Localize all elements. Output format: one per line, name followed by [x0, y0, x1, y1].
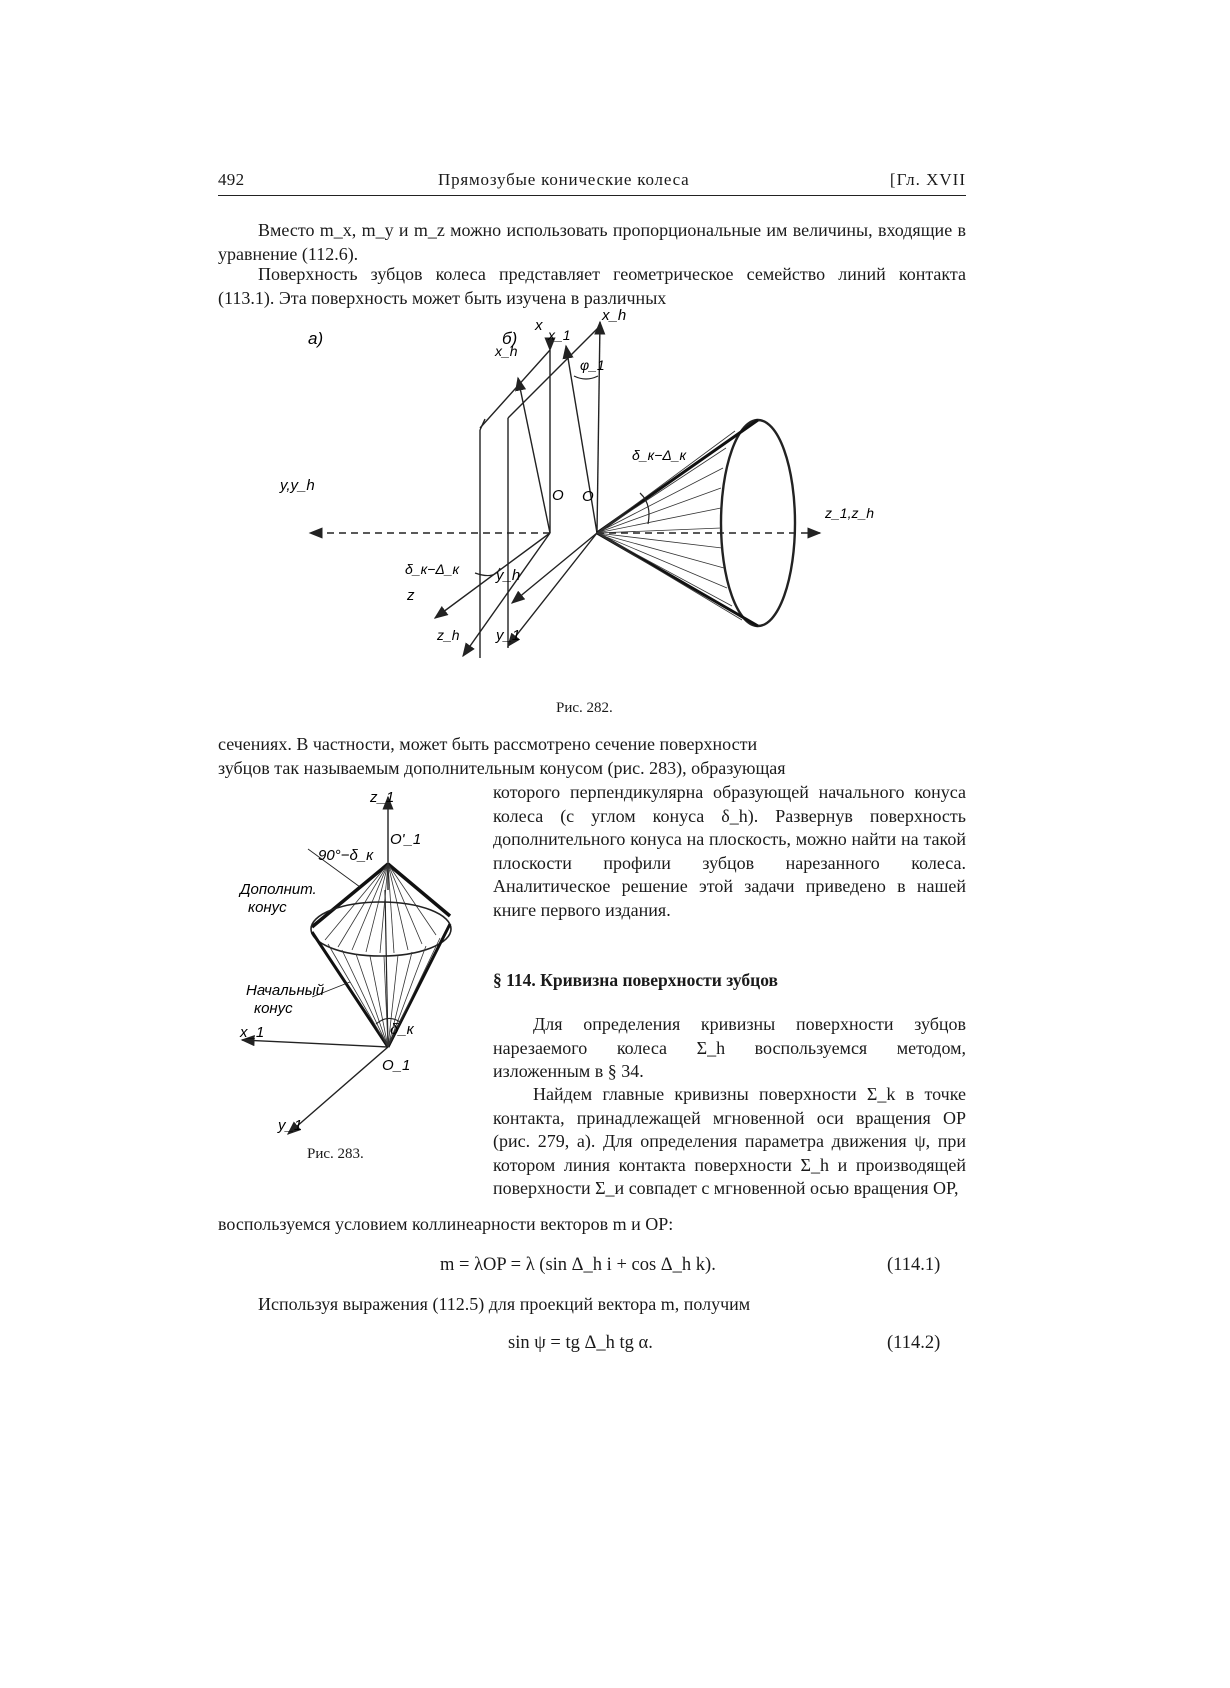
- panel-b-label: б): [502, 329, 518, 348]
- section-paragraph-2: Найдем главные кривизны поверхности Σ_k в точке контакта, принадлежащей мгновенной оси вращения OP (рис. 279, а). Для определения параметра движения ψ, при котором линия контакта поверхности Σ_h и производящей поверхности Σ_и совпадет с мгновенной осью вращения OP,: [493, 1084, 966, 1198]
- label-y1-283: y_1: [278, 1117, 303, 1134]
- figure-282: [280, 307, 920, 698]
- auxiliary-cone: [312, 864, 450, 953]
- label-angle-283: 90°−δ_к: [318, 847, 374, 864]
- caption-283: Рис. 283.: [307, 1146, 364, 1162]
- label-O1-283: O_1: [382, 1057, 411, 1074]
- equation-number-114-2: (114.2): [887, 1333, 941, 1353]
- label-O-b: O: [582, 488, 594, 505]
- y1-axis-b: [508, 533, 597, 646]
- header-rule: [218, 195, 966, 196]
- caption-282: Рис. 282.: [556, 700, 613, 716]
- figure-282-panel-a: [279, 317, 564, 658]
- equation-114-2: sin ψ = tg Δ_h tg α.: [508, 1333, 653, 1353]
- paragraph-vmesto: Вместо m_x, m_y и m_z можно использовать пропорциональные им величины, входящие в уравнение (112.6).: [218, 220, 966, 264]
- figure-282-panel-b: [495, 307, 874, 648]
- label-y1-b: y_1: [496, 627, 521, 644]
- continuation-line-1: сечениях. В частности, может быть рассмотрено сечение поверхности: [218, 734, 758, 754]
- label-phi-b: φ_1: [580, 357, 605, 373]
- label-z: z: [407, 587, 415, 604]
- xh-axis-b: [597, 322, 600, 533]
- label-delta-283: δ_к: [390, 1021, 414, 1038]
- label-xh: x_h: [495, 343, 518, 359]
- section-heading: § 114. Кривизна поверхности зубцов: [493, 970, 778, 990]
- xh-axis: [518, 378, 550, 533]
- running-header: [218, 170, 966, 194]
- label-O1p-283: O'_1: [390, 831, 422, 848]
- label-z-b: z_1,z_h: [825, 505, 875, 521]
- cone-base-ellipse: [311, 902, 451, 956]
- label-x1-b: x_1: [548, 327, 571, 343]
- cone-b: [597, 420, 795, 626]
- label-z1-283: z_1: [370, 789, 395, 806]
- label-aux2: конус: [248, 899, 287, 916]
- label-xh-b: x_h: [602, 307, 627, 324]
- label-pitch1: Начальный: [246, 982, 325, 999]
- equation-number-114-1: (114.1): [887, 1255, 941, 1275]
- equations-text: Используя выражения (112.5) для проекций вектора m, получим: [258, 1294, 751, 1314]
- page-number: 492: [218, 170, 245, 189]
- continuation-side: которого перпендикулярна образующей начального конуса колеса (с углом конуса δ_h). Развернув поверхность дополнительного конуса на плоскость, можно найти на такой плоскости профили зубцов нарезанного колеса. Аналитическое решение этой задачи приведено в нашей книге первого издания.: [493, 782, 966, 920]
- equation-114-1: m = λOP = λ (sin Δ_h i + cos Δ_h k).: [440, 1255, 716, 1275]
- label-yh-b: y_h: [496, 567, 521, 584]
- chapter-marker: [Гл. XVII: [889, 170, 966, 189]
- cone-axis: [385, 890, 388, 1047]
- label-x: x: [535, 317, 543, 334]
- label-angle-a: δ_к−Δ_к: [405, 561, 460, 577]
- panel-a-label: а): [308, 329, 324, 348]
- label-yyh: y,y_h: [280, 477, 315, 494]
- section-paragraph-1: Для определения кривизны поверхности зубцов нарезаемого колеса Σ_h воспользуемся методом, изложенным в § 34.: [493, 1014, 966, 1081]
- label-aux1: Дополнит.: [240, 881, 317, 898]
- plane-edge-top: [480, 350, 550, 428]
- section-paragraph-2-end: воспользуемся условием коллинеарности векторов m и OP:: [218, 1214, 674, 1234]
- label-angle-b: δ_к−Δ_к: [632, 447, 687, 463]
- y1-axis-283: [288, 1047, 388, 1134]
- continuation-line-2: зубцов так называемым дополнительным конусом (рис. 283), образующая: [218, 758, 786, 778]
- figure-283: [240, 789, 485, 1147]
- label-x1-283: x_1: [240, 1024, 265, 1041]
- paragraph-surface: Поверхность зубцов колеса представляет геометрическое семейство линий контакта (113.1). Эта поверхность может быть изучена в различных: [218, 264, 966, 308]
- label-O: O: [552, 487, 564, 504]
- label-zh: z_h: [437, 627, 460, 643]
- label-pitch2: конус: [254, 1000, 293, 1017]
- running-title: Прямозубые конические колеса: [438, 170, 690, 189]
- x1-axis-283: [242, 1040, 388, 1047]
